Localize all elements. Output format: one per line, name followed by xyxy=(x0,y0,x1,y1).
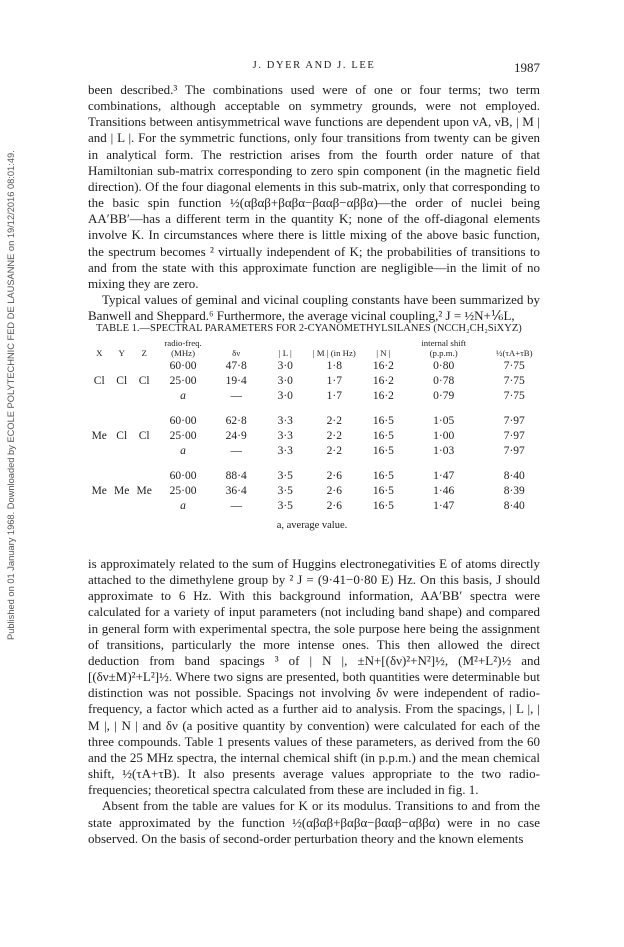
table-row: 60·00 62·8 3·3 2·2 16·5 1·05 7·97 xyxy=(169,414,525,427)
col-z: Z xyxy=(141,348,147,358)
body-text-top xyxy=(88,82,540,324)
col-internal-shift: internal shift (p.p.m.) xyxy=(421,338,467,358)
col-mean-shift: ½(τA+τB) xyxy=(495,348,533,358)
table-header-row xyxy=(88,338,548,358)
table-row: a — 3·5 2·6 16·5 1·47 8·40 xyxy=(180,499,525,512)
table-row: Me Cl Cl 25·00 24·9 3·3 2·2 16·5 1·00 7·97 xyxy=(91,429,525,442)
paragraph-3: is approximately related to the sum of Huggins electronegativities E of atoms directly attached to the dimethylene group by ² J = (9·41−0·80 E) Hz. On this basis, J should approximate to 6 Hz. With this background information, AA′BB′ spectra were calculated for a variety of input parameters (not including band shape) and compared in general form with experimental spectra, the sole purpose here being the assignment of transitions, particularly the more intense ones. This then allowed the direct deduction from band spacings ³ of | N |, ±N+[(δν)²+N²]½, (M²+L²)½ and [(δν±M)²+L²]½. Where two signs are presented, both quantities were determinable but distinction was not possible. Spacings not involving δν were independent of radio-frequency, a factor which acted as a further aid to analysis. From the spacings, | L |, | M |, | N | and δν (a positive quantity by convention) were calculated for each of the three compounds. Table 1 presents values of these parameters, as derived from the 60 and the 25 MHz spectra, the internal chemical shift (in p.p.m.) and the mean chemical shift, ½(τA+τB). It also presents average values appropriate to the two radio-frequencies; theoretical spectra calculated from these are included in fig. 1. xyxy=(88,556,540,798)
paragraph-4: Absent from the table are values for K or its modulus. Transitions to and from the state approximated by the function ½(αβαβ+βαβα−βααβ−αββα) were in no case observed. On the basis of second-order perturbation theory and the known elements xyxy=(88,798,540,846)
table-row: Cl Cl Cl 25·00 19·4 3·0 1·7 16·2 0·78 7·75 xyxy=(93,374,525,387)
table-row: a — 3·3 2·2 16·5 1·03 7·97 xyxy=(180,444,525,457)
col-x: X xyxy=(96,348,103,358)
body-text-bottom xyxy=(88,556,540,847)
col-radio-freq: radio-freq. (MHz) xyxy=(164,338,202,358)
table-caption: TABLE 1.—SPECTRAL PARAMETERS FOR 2-CYANOMETHYLSILANES (NCCH₂CH₂SiXYZ) xyxy=(96,323,522,334)
parameters-table xyxy=(88,338,548,513)
page-number: 1987 xyxy=(514,60,540,75)
col-m: | M | (in Hz) xyxy=(312,348,356,358)
col-n: | N | xyxy=(376,348,391,358)
table-footnote: a, average value. xyxy=(276,520,348,531)
paragraph-2: Typical values of geminal and vicinal coupling constants have been summarized by Banwell and Sheppard.⁶ Furthermore, the average vicinal coupling,² J = ½N+⅙L, xyxy=(88,292,540,324)
running-head: J. DYER AND J. LEE xyxy=(252,60,376,71)
paragraph-1: been described.³ The combinations used were of one or four terms; two term combinations, although acceptable on symmetry grounds, were not employed. Transitions between antisymmetrical wave functions are dependent upon νA, νB, | M | and | L |. For the symmetric functions, only four transitions from twenty can be given in analytical form. The restriction arises from the fourth order nature of that Hamiltonian sub-matrix corresponding to zero spin component (in the magnetic field direction). Of the four diagonal elements in this sub-matrix, only that corresponding to the basic spin function ½(αβαβ+βαβα−βααβ−αββα)—the order of nuclei being AA′BB′—has a different term in the quantity K; none of the off-diagonal elements involve K. In circumstances where there is little mixing of the above basic function, the spectrum becomes ² virtually independent of K; the probabilities of transitions to and from the state with this approximate function are negligible—in the limit of no mixing they are zero. xyxy=(88,82,540,291)
table-row: Me Me Me 25·00 36·4 3·5 2·6 16·5 1·46 8·39 xyxy=(91,484,525,497)
table-row: 60·00 88·4 3·5 2·6 16·5 1·47 8·40 xyxy=(169,469,525,482)
page-header xyxy=(88,60,540,76)
download-watermark: Published on 01 January 1968. Downloaded by ECOLE POLYTECHNIC FED DE LAUSANNE on 19/12/2016 08:01:49. xyxy=(6,150,16,640)
col-delta-nu: δν xyxy=(232,348,241,358)
table-row: 60·00 47·8 3·0 1·8 16·2 0·80 7·75 xyxy=(169,359,525,372)
table-row: a — 3·0 1·7 16·2 0·79 7·75 xyxy=(180,389,525,402)
col-l: | L | xyxy=(278,348,292,358)
col-y: Y xyxy=(118,348,125,358)
